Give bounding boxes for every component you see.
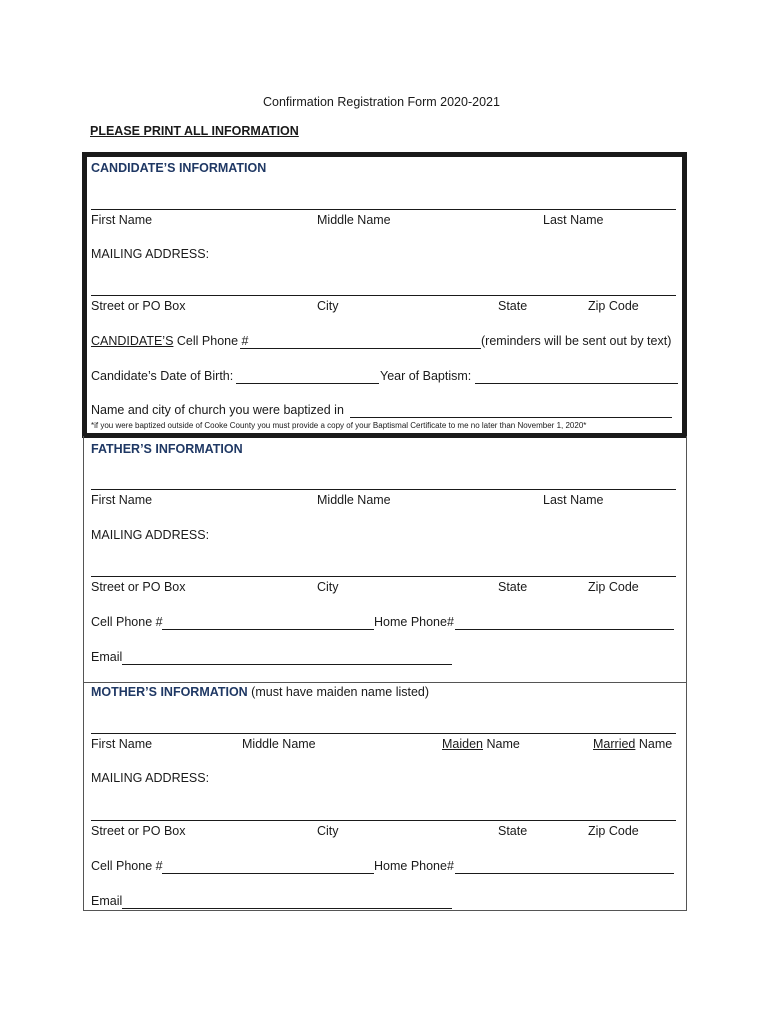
maiden-word: Maiden: [442, 737, 483, 751]
father-name-field[interactable]: [91, 489, 676, 490]
father-last-name-label: Last Name: [543, 493, 604, 507]
candidate-baptism-year-label: Year of Baptism:: [380, 369, 472, 383]
married-name-rest: Name: [635, 737, 673, 751]
section-divider: [83, 682, 687, 683]
mother-cell-phone-field[interactable]: [162, 873, 374, 874]
mother-first-name-label: First Name: [91, 737, 153, 751]
mother-name-field[interactable]: [91, 733, 676, 734]
father-middle-name-label: Middle Name: [317, 493, 391, 507]
father-cell-phone-label: Cell Phone #: [91, 615, 163, 629]
candidate-last-name-label: Last Name: [543, 213, 604, 227]
mother-home-phone-field[interactable]: [455, 873, 674, 874]
candidate-dob-field[interactable]: [236, 383, 379, 384]
father-first-name-label: First Name: [91, 493, 153, 507]
mother-heading-row: [91, 685, 429, 699]
father-heading: FATHER’S INFORMATION: [91, 442, 243, 456]
mother-street-label: Street or PO Box: [91, 824, 186, 838]
mother-cell-phone-label: Cell Phone #: [91, 859, 163, 873]
candidate-church-field[interactable]: [350, 417, 672, 418]
father-email-field[interactable]: [122, 664, 452, 665]
father-city-label: City: [317, 580, 339, 594]
candidate-cell-phone-row: [91, 334, 248, 348]
candidate-mailing-address-label: MAILING ADDRESS:: [91, 247, 210, 261]
mother-email-field[interactable]: [122, 908, 452, 909]
candidate-cell-prefix: CANDIDATE’S: [91, 334, 174, 348]
mother-email-label: Email: [91, 894, 123, 908]
mother-married-name-label: [593, 737, 672, 751]
mother-home-phone-label: Home Phone#: [374, 859, 454, 873]
father-address-field[interactable]: [91, 576, 676, 577]
candidate-cell-note: (reminders will be sent out by text): [481, 334, 672, 348]
mother-mailing-address-label: MAILING ADDRESS:: [91, 771, 210, 785]
candidate-heading: CANDIDATE’S INFORMATION: [91, 161, 267, 175]
father-home-phone-label: Home Phone#: [374, 615, 454, 629]
candidate-middle-name-label: Middle Name: [317, 213, 391, 227]
father-cell-phone-field[interactable]: [162, 629, 374, 630]
father-mailing-address-label: MAILING ADDRESS:: [91, 528, 210, 542]
father-street-label: Street or PO Box: [91, 580, 186, 594]
married-word: Married: [593, 737, 636, 751]
mother-address-field[interactable]: [91, 820, 676, 821]
mother-zip-label: Zip Code: [588, 824, 639, 838]
mother-heading-note: (must have maiden name listed): [247, 685, 430, 699]
parents-section-border: [83, 436, 687, 911]
candidate-state-label: State: [498, 299, 528, 313]
candidate-street-label: Street or PO Box: [91, 299, 186, 313]
candidate-cell-phone-field[interactable]: [240, 348, 481, 349]
mother-state-label: State: [498, 824, 528, 838]
candidate-name-field[interactable]: [91, 209, 676, 210]
candidate-first-name-label: First Name: [91, 213, 153, 227]
print-instruction: PLEASE PRINT ALL INFORMATION: [90, 124, 299, 138]
maiden-name-rest: Name: [483, 737, 520, 751]
father-email-label: Email: [91, 650, 123, 664]
candidate-address-field[interactable]: [91, 295, 676, 296]
candidate-cell-label: Cell Phone #: [173, 334, 249, 348]
father-state-label: State: [498, 580, 528, 594]
candidate-city-label: City: [317, 299, 339, 313]
candidate-church-label: Name and city of church you were baptized in: [91, 403, 344, 417]
mother-middle-name-label: Middle Name: [242, 737, 316, 751]
father-zip-label: Zip Code: [588, 580, 639, 594]
mother-city-label: City: [317, 824, 339, 838]
candidate-baptism-year-field[interactable]: [475, 383, 678, 384]
mother-maiden-name-label: [442, 737, 520, 751]
father-home-phone-field[interactable]: [455, 629, 674, 630]
form-title: Confirmation Registration Form 2020-2021: [263, 95, 500, 109]
baptism-certificate-note: *if you were baptized outside of Cooke County you must provide a copy of your Baptismal Certificate to me no later than November 1, 2020*: [91, 421, 587, 430]
candidate-dob-label: Candidate’s Date of Birth:: [91, 369, 234, 383]
mother-heading: MOTHER’S INFORMATION: [91, 685, 248, 699]
candidate-zip-label: Zip Code: [588, 299, 639, 313]
